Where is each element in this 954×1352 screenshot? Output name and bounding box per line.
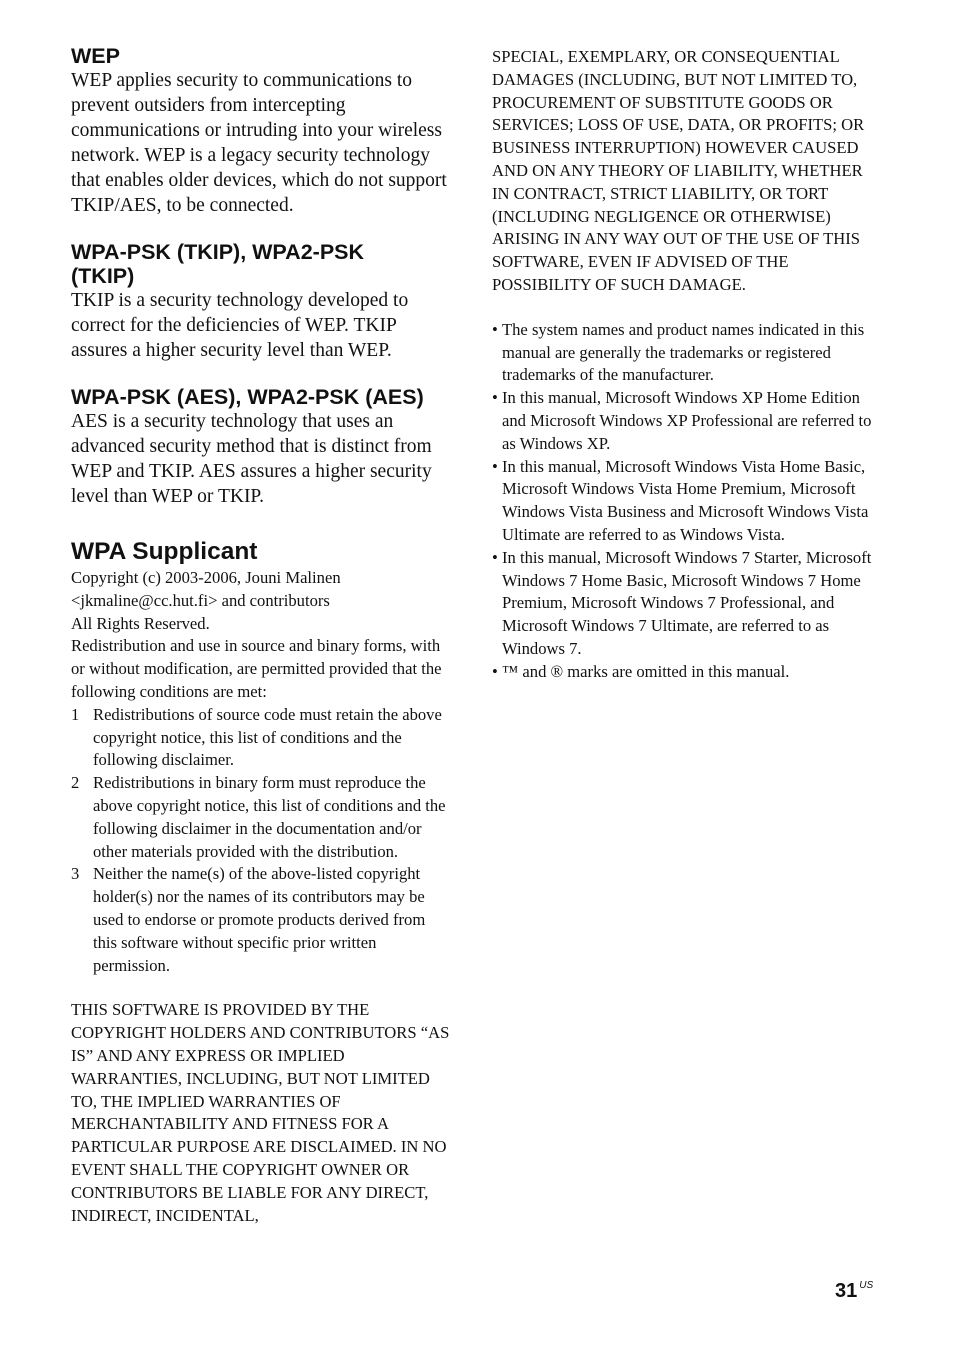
tkip-heading: WPA-PSK (TKIP), WPA2-PSK (TKIP): [71, 240, 365, 288]
note-text: The system names and product names indicated in this manual are generally the trademarks or registered trademarks of the manufacturer.: [502, 319, 865, 385]
condition-item: [71, 704, 451, 772]
page-number-value: 31: [835, 1280, 858, 1302]
wpa-supplicant-heading: WPA Supplicant: [71, 538, 258, 565]
copyright-line-2: <jkmaline@cc.hut.fi> and contributors: [71, 590, 330, 610]
wep-heading: WEP: [71, 44, 120, 68]
note-item: [492, 319, 872, 387]
aes-body: AES is a security technology that uses an advanced security method that is distinct from WEP and TKIP. AES assures a higher security level than WEP or TKIP.: [71, 411, 432, 507]
bullet-icon: •: [492, 319, 498, 339]
note-item: [492, 456, 872, 547]
bullet-icon: •: [492, 661, 498, 681]
note-text: In this manual, Microsoft Windows XP Home Edition and Microsoft Windows XP Professional are referred to as Windows XP.: [502, 388, 872, 453]
redistribution-intro: Redistribution and use in source and binary forms, with or without modification, are permitted provided that the following conditions are met:: [71, 636, 442, 701]
copyright-line-3: All Rights Reserved.: [71, 613, 210, 633]
right-column: [492, 46, 872, 684]
note-text: ™ and ® marks are omitted in this manual.: [502, 661, 790, 681]
note-item: [492, 661, 872, 684]
note-item: [492, 387, 872, 455]
copyright-line-1: Copyright (c) 2003-2006, Jouni Malinen: [71, 568, 341, 587]
conditions-list: [71, 704, 451, 978]
condition-number: 3: [71, 864, 80, 884]
condition-number: 2: [71, 773, 80, 793]
bullet-icon: •: [492, 388, 498, 408]
condition-text: Neither the name(s) of the above-listed copyright holder(s) nor the names of its contributors may be used to endorse or promote products derived from this software without specific prior written permission.: [93, 864, 426, 975]
notes-list: [492, 319, 872, 684]
condition-text: Redistributions in binary form must reproduce the above copyright notice, this list of conditions and the following disclaimer in the documentation and/or other materials provided with the distribution.: [93, 773, 446, 861]
note-text: In this manual, Microsoft Windows Vista Home Basic, Microsoft Windows Vista Home Premium, Microsoft Windows Vista Business and Microsoft Windows Vista Ultimate are referred to as Windows Vista.: [502, 456, 869, 544]
condition-text: Redistributions of source code must retain the above copyright notice, this list of conditions and the following disclaimer.: [93, 704, 442, 770]
tkip-body: TKIP is a security technology developed to correct for the deficiencies of WEP. TKIP assures a higher security level than WEP.: [71, 290, 409, 361]
note-item: [492, 547, 872, 661]
note-text: In this manual, Microsoft Windows 7 Starter, Microsoft Windows 7 Home Basic, Microsoft Windows 7 Home Premium, Microsoft Windows 7 Professional, and Microsoft Windows 7 Ultimate, are referred to as Windows 7.: [502, 547, 872, 658]
page-number: [835, 1280, 873, 1303]
disclaimer-text-part-1: THIS SOFTWARE IS PROVIDED BY THE COPYRIGHT HOLDERS AND CONTRIBUTORS “AS IS” AND ANY EXPRESS OR IMPLIED WARRANTIES, INCLUDING, BUT NOT LIMITED TO, THE IMPLIED WARRANTIES OF MERCHANTABILITY AND FITNESS FOR A PARTICULAR PURPOSE ARE DISCLAIMED. IN NO EVENT SHALL THE COPYRIGHT OWNER OR CONTRIBUTORS BE LIABLE FOR ANY DIRECT, INDIRECT, INCIDENTAL,: [71, 1000, 450, 1225]
region-code: US: [859, 1280, 874, 1291]
aes-heading: WPA-PSK (AES), WPA2-PSK (AES): [71, 385, 424, 409]
condition-number: 1: [71, 704, 80, 724]
condition-item: [71, 863, 451, 977]
bullet-icon: •: [492, 456, 498, 476]
left-column: [71, 44, 451, 1227]
wep-body: WEP applies security to communications to prevent outsiders from intercepting communications or intruding into your wireless network. WEP is a legacy security technology that enables older devices, which do not support TKIP/AES, to be connected.: [71, 70, 447, 216]
disclaimer-text-part-2: SPECIAL, EXEMPLARY, OR CONSEQUENTIAL DAMAGES (INCLUDING, BUT NOT LIMITED TO, PROCUREMENT OF SUBSTITUTE GOODS OR SERVICES; LOSS OF USE, DATA, OR PROFITS; OR BUSINESS INTERRUPTION) HOWEVER CAUSED AND ON ANY THEORY OF LIABILITY, WHETHER IN CONTRACT, STRICT LIABILITY, OR TORT (INCLUDING NEGLIGENCE OR OTHERWISE) ARISING IN ANY WAY OUT OF THE USE OF THIS SOFTWARE, EVEN IF ADVISED OF THE POSSIBILITY OF SUCH DAMAGE.: [492, 47, 865, 294]
condition-item: [71, 772, 451, 863]
bullet-icon: •: [492, 547, 498, 567]
